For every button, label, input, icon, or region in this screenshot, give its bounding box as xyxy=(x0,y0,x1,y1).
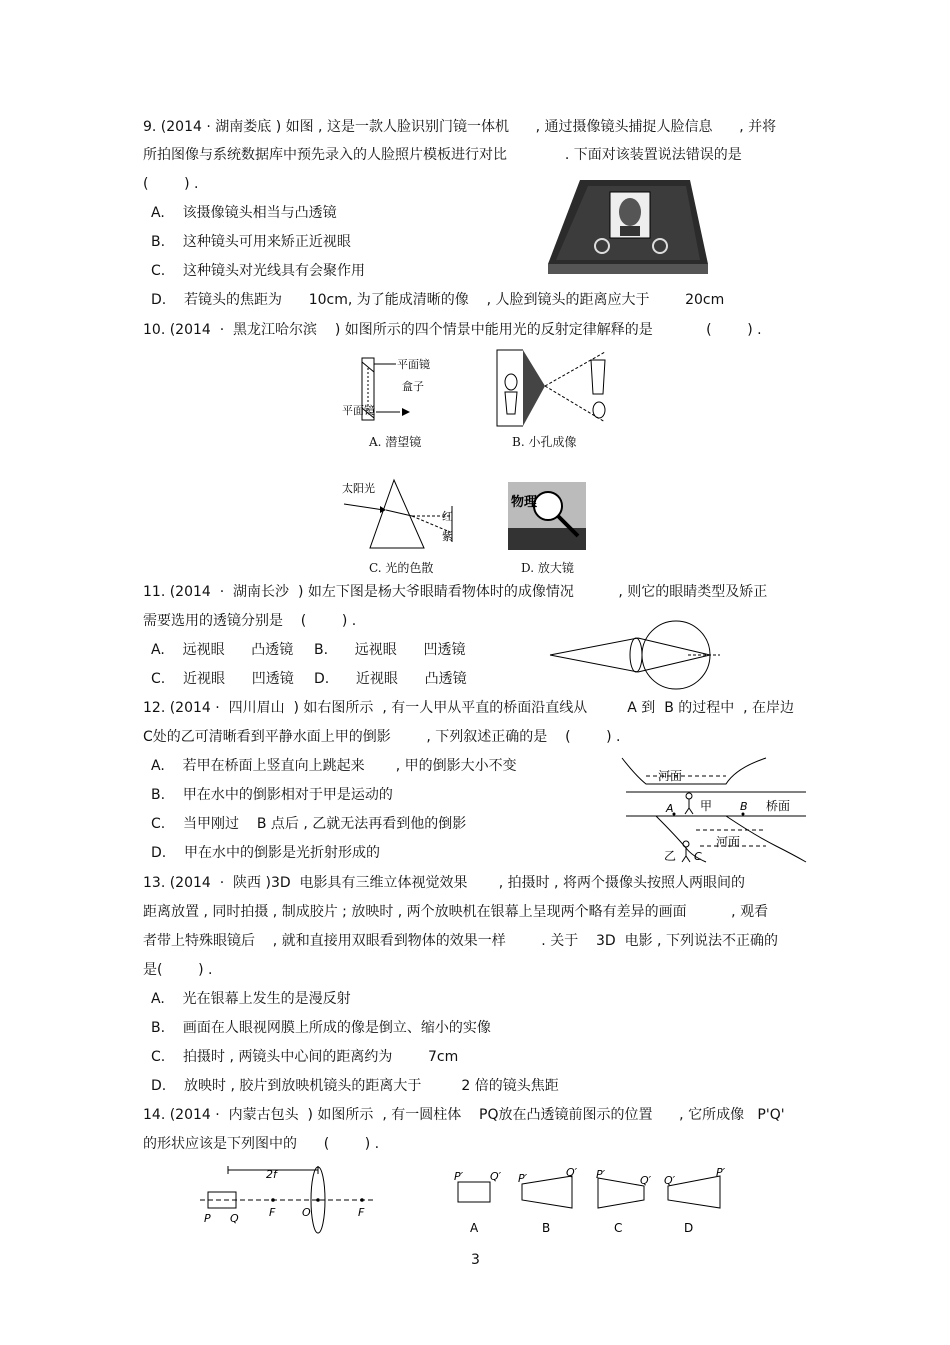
label-wuli: 物理 xyxy=(511,495,538,510)
q10-line1: 10. (2014 · 黑龙江哈尔滨 ) 如图所示的四个情景中能用光的反射定律解释的是 ( ) . xyxy=(143,322,762,338)
choice-c-left-label: P′ xyxy=(596,1168,606,1181)
q9-option-b: B. 这种镜头可用来矫正近视眼 xyxy=(151,234,351,250)
q13-line1: 13. (2014 · 陕西 )3D 电影具有三维立体视觉效果 , 拍摄时 , 将两个摄像头按照人两眼间的 xyxy=(143,875,745,891)
q9-line1: 9. (2014 · 湖南娄底 ) 如图 , 这是一款人脸识别门镜一体机 , 通过摄像镜头捕捉人脸信息 , 并将 xyxy=(143,119,777,135)
choice-a-left-label: P′ xyxy=(454,1170,464,1183)
choice-b-right-label: Q′ xyxy=(566,1168,578,1179)
label-a: A xyxy=(666,802,674,815)
q9-option-a: A. 该摄像镜头相当与凸透镜 xyxy=(151,205,337,221)
q12-line2: C处的乙可清晰看到平静水面上甲的倒影 , 下列叙述正确的是 ( ) . xyxy=(143,729,621,745)
q13-option-b: B. 画面在人眼视网膜上所成的像是倒立、缩小的实像 xyxy=(151,1020,491,1036)
label-2f: 2f xyxy=(266,1168,277,1181)
choice-a-label: A xyxy=(470,1221,479,1235)
caption-d: D. 放大镜 xyxy=(521,561,574,575)
q12-option-a: A. 若甲在桥面上竖直向上跳起来 , 甲的倒影大小不变 xyxy=(151,758,517,774)
q11-option-d: D. 近视眼 凸透镜 xyxy=(314,671,467,687)
q14-line2: 的形状应该是下列图中的 ( ) . xyxy=(143,1136,380,1152)
label-f-right: F xyxy=(358,1206,365,1219)
label-o: O xyxy=(302,1206,311,1219)
face-recognition-device-image xyxy=(540,172,715,282)
label-yi: 乙 xyxy=(664,849,677,863)
q9-option-d: D. 若镜头的焦距为 10cm, 为了能成清晰的像 , 人脸到镜头的距离应大于 20cm xyxy=(151,292,725,308)
choice-b-label: B xyxy=(542,1221,551,1235)
label-f-left: F xyxy=(269,1206,276,1219)
caption-c: C. 光的色散 xyxy=(369,561,434,575)
q12-line1: 12. (2014 · 四川眉山 ) 如右图所示 , 有一人甲从平直的桥面沿直线从 A 到 B 的过程中 , 在岸边 xyxy=(143,700,795,716)
answer-choices-figure xyxy=(450,1168,740,1236)
q12-option-d: D. 甲在水中的倒影是光折射形成的 xyxy=(151,845,381,861)
q11-line2: 需要选用的透镜分别是 ( ) . xyxy=(143,613,357,629)
convex-lens-figure xyxy=(198,1162,378,1236)
page-number: 3 xyxy=(471,1252,480,1268)
q12-option-b: B. 甲在水中的倒影相对于甲是运动的 xyxy=(151,787,393,803)
q9-option-c: C. 这种镜头对光线具有会聚作用 xyxy=(151,263,366,279)
q11-line1: 11. (2014 · 湖南长沙 ) 如左下图是杨大爷眼睛看物体时的成像情况 , 则它的眼睛类型及矫正 xyxy=(143,584,768,600)
label-red: 红 xyxy=(442,510,453,523)
label-river-bottom: 河面 xyxy=(716,835,741,849)
q13-option-d: D. 放映时 , 胶片到放映机镜头的距离大于 2 倍的镜头焦距 xyxy=(151,1078,559,1094)
label-jia: 甲 xyxy=(700,799,713,813)
choice-d-left-label: Q′ xyxy=(664,1174,676,1187)
choice-c-label: C xyxy=(614,1221,623,1235)
q13-option-c: C. 拍摄时 , 两镜头中心间的距离约为 7cm xyxy=(151,1049,459,1065)
q13-line2: 距离放置 , 同时拍摄 , 制成胶片 ; 放映时 , 两个放映机在银幕上呈现两个略有差异的画面 , 观看 xyxy=(143,904,769,920)
caption-b: B. 小孔成像 xyxy=(512,435,577,449)
choice-b-left-label: P′ xyxy=(518,1172,528,1185)
q13-option-a: A. 光在银幕上发生的是漫反射 xyxy=(151,991,351,1007)
q9-line3: ( ) . xyxy=(143,176,199,192)
dispersion-figure xyxy=(342,476,462,554)
q13-line3: 者带上特殊眼镜后 , 就和直接用双眼看到物体的效果一样 . 关于 3D 电影 , 下列说法不正确的 xyxy=(143,933,778,949)
q9-line2: 所拍图像与系统数据库中预先录入的人脸照片模板进行对比 . 下面对该装置说法错误的是 xyxy=(143,147,742,163)
label-p: P xyxy=(204,1212,211,1225)
choice-d-right-label: P′ xyxy=(716,1168,726,1179)
q11-option-a: A. 远视眼 凸透镜 xyxy=(151,642,294,658)
magnifier-figure xyxy=(508,482,588,552)
label-purple: 紫 xyxy=(442,530,453,543)
choice-c-right-label: Q′ xyxy=(640,1174,652,1187)
label-b: B xyxy=(740,800,748,813)
label-bridge: 桥面 xyxy=(766,799,791,813)
label-sunlight: 太阳光 xyxy=(342,482,375,495)
label-plane-mirror-top: 平面镜 xyxy=(397,358,430,371)
q13-line4: 是( ) . xyxy=(143,962,213,978)
label-box: 盒子 xyxy=(402,380,424,393)
q11-option-b: B. 远视眼 凹透镜 xyxy=(314,642,466,658)
caption-a: A. 潜望镜 xyxy=(369,435,422,449)
label-plane-mirror-bottom: 平面镜 xyxy=(342,404,375,417)
choice-d-label: D xyxy=(684,1221,694,1235)
label-c: C xyxy=(694,850,702,863)
choice-a-right-label: Q′ xyxy=(490,1170,502,1183)
bridge-river-figure xyxy=(616,756,811,866)
label-river-top: 河面 xyxy=(658,769,683,783)
q11-option-c: C. 近视眼 凹透镜 xyxy=(151,671,294,687)
q12-option-c: C. 当甲刚过 B 点后 , 乙就无法再看到他的倒影 xyxy=(151,816,467,832)
label-q: Q xyxy=(230,1212,239,1225)
eye-figure xyxy=(548,618,723,694)
q14-line1: 14. (2014 · 内蒙古包头 ) 如图所示 , 有一圆柱体 PQ放在凸透镜前图示的位置 , 它所成像 P'Q' xyxy=(143,1107,785,1123)
pinhole-figure xyxy=(495,348,620,428)
